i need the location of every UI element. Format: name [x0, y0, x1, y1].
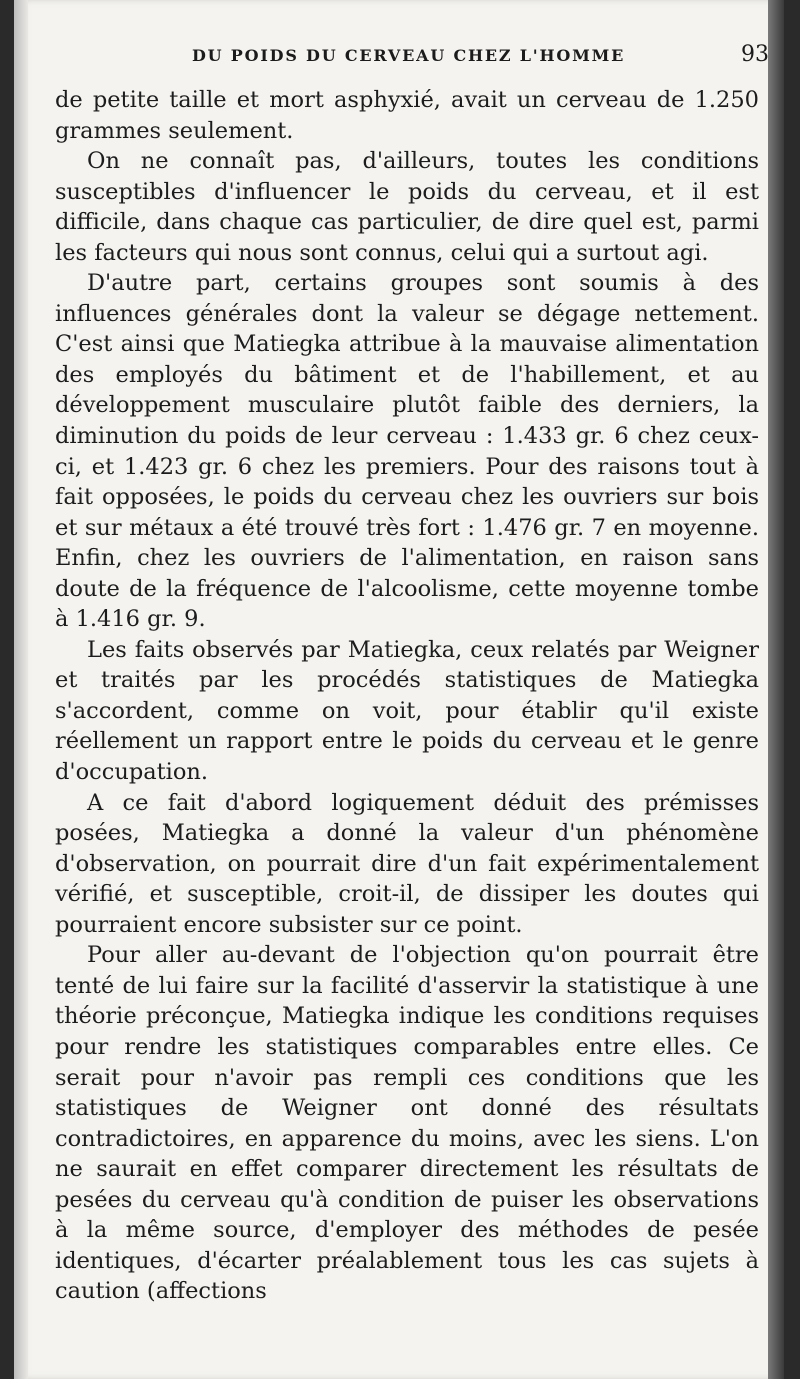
paragraph: On ne connaît pas, d'ailleurs, toutes les conditions susceptibles d'influencer le poids du cerveau, et il est difficile, dans chaque cas particulier, de dire quel est, parmi les facteurs qui nous sont connus, celui qui a surtout agi.	[55, 148, 759, 266]
page-header	[54, 44, 769, 74]
paragraph: D'autre part, certains groupes sont soumis à des influences générales dont la valeur se dégage nettement. C'est ainsi que Matiegka attribue à la mauvaise alimentation des employés du bâtiment et de l'habillement, et au développement musculaire plutôt faible des derniers, la diminution du poids de leur cerveau : 1.433 gr. 6 chez ceux-ci, et 1.423 gr. 6 chez les premiers. Pour des raisons tout à fait opposées, le poids du cerveau chez les ouvriers sur bois et sur métaux a été trouvé très fort : 1.476 gr. 7 en moyenne. Enfin, chez les ouvriers de l'alimentation, en raison sans doute de la fréquence de l'alcoolisme, cette moyenne tombe à 1.416 gr. 9.	[55, 270, 759, 633]
body-text	[55, 85, 759, 1307]
paragraph-continuation: de petite taille et mort asphyxié, avait un cerveau de 1.250 grammes seulement.	[55, 87, 759, 144]
page-right-shadow	[768, 0, 784, 1379]
book-page	[14, 0, 784, 1379]
running-title: DU POIDS DU CERVEAU CHEZ L'HOMME	[192, 46, 626, 65]
paragraph: Pour aller au-devant de l'objection qu'on pourrait être tenté de lui faire sur la facilité d'asservir la statistique à une théorie préconçue, Matiegka indique les conditions requises pour rendre les statistiques comparables entre elles. Ce serait pour n'avoir pas rempli ces conditions que les statistiques de Weigner ont donné des résultats contradictoires, en apparence du moins, avec les siens. L'on ne saurait en effet comparer directement les résultats de pesées du cerveau qu'à condition de puiser les observations à la même source, d'employer des méthodes de pesée identiques, d'écarter préalablement tous les cas sujets à caution (affections	[55, 942, 759, 1305]
paragraph: A ce fait d'abord logiquement déduit des prémisses posées, Matiegka a donné la valeur d'un phénomène d'observation, on pourrait dire d'un fait expérimentalement vérifié, et susceptible, croit-il, de dissiper les doutes qui pourraient encore subsister sur ce point.	[55, 789, 759, 938]
page-gutter-edge	[14, 0, 28, 1379]
paragraph: Les faits observés par Matiegka, ceux relatés par Weigner et traités par les procédés statistiques de Matiegka s'accordent, comme on voit, pour établir qu'il existe réellement un rapport entre le poids du cerveau et le genre d'occupation.	[55, 636, 759, 786]
page-number: 93	[741, 42, 769, 67]
